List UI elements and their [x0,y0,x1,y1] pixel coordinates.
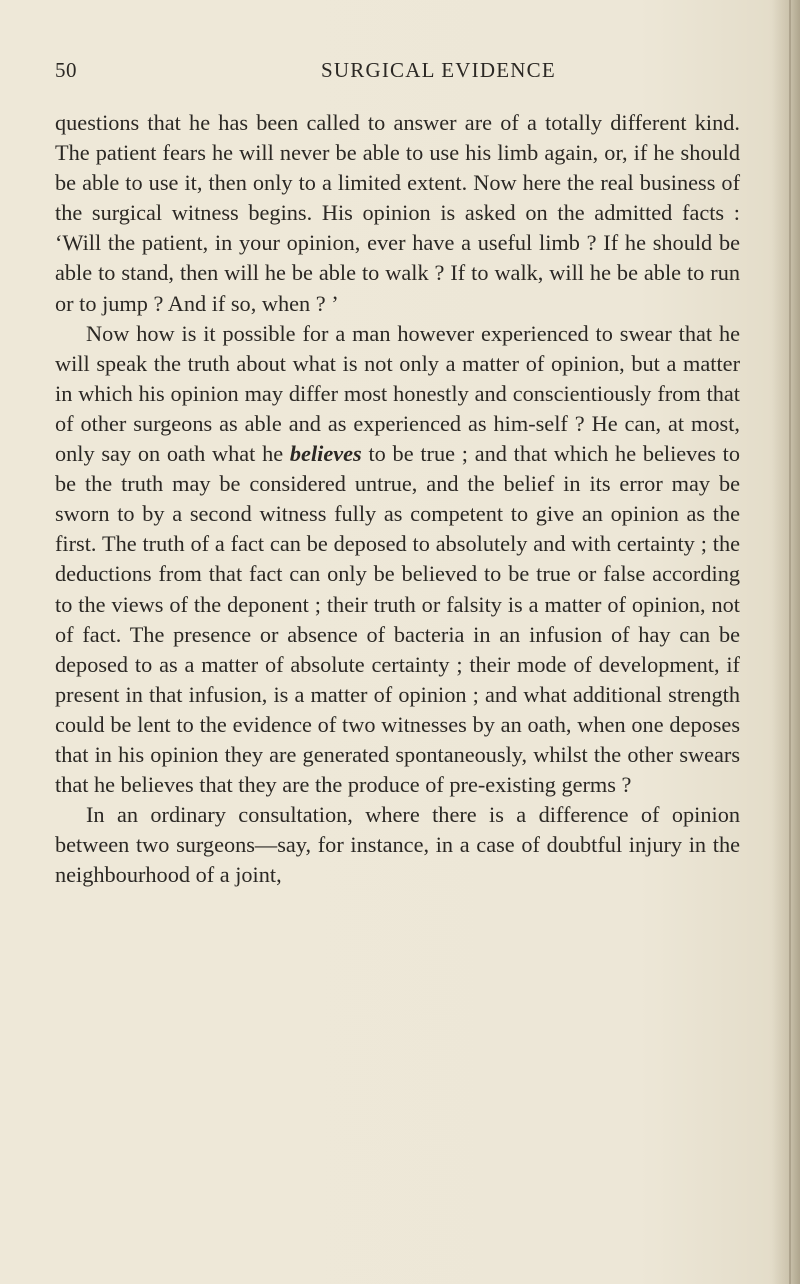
page-header [55,58,740,88]
body-text [55,108,740,890]
page-edge-shadow [772,0,800,1284]
paragraph-1-text: questions that he has been called to answer are of a totally different kind. The patient fears he will never be able to use his limb again, or, if he should be able to use it, then only to a limited extent. Now here the real business of the surgical witness begins. His opinion is asked on the admitted facts : ‘Will the patient, in your opinion, ever have a useful limb ? If he should be able to stand, then will he be able to walk ? If to walk, will he be able to run or to jump ? And if so, when ? ’ [55,110,740,316]
paragraph-3-text: In an ordinary consultation, where there is a difference of opinion between two surgeons—say, for instance, in a case of doubtful injury in the neighbourhood of a joint, [55,802,740,888]
page-edge-line [789,0,791,1284]
paragraph-2 [55,319,740,801]
running-title: SURGICAL EVIDENCE [321,58,556,82]
paragraph-2-text-end: to be true ; and that which he believes to be the truth may be considered untrue, and the belief in its error may be sworn to by a second witness fully as competent to give an opinion as the first. The truth of a fact can be deposed to absolutely and with certainty ; the deductions from that fact can only be believed to be true or false according to the views of the deponent ; their truth or falsity is a matter of opinion, not of fact. The presence or absence of bacteria in an infusion of hay can be deposed to as a matter of absolute certainty ; their mode of development, if present in that infusion, is a matter of opinion ; and what additional strength could be lent to the evidence of two witnesses by an oath, when one deposes that in his opinion they are generated spontaneously, whilst the other swears that he believes that they are the produce of pre-existing germs ? [55,441,740,798]
page-number: 50 [55,58,77,82]
paragraph-3 [55,800,740,890]
paragraph-1 [55,108,740,319]
emphasized-word: believes [289,441,362,467]
paragraph-2-text-start: Now how is it possible for a man however experienced to swear that he will speak the truth about what is not only a matter of opinion, but a matter in which his opinion may differ most honestly and conscientiously from that of other surgeons as able and as experienced as him-self ? He can, at most, only say on oath what he [55,320,740,467]
